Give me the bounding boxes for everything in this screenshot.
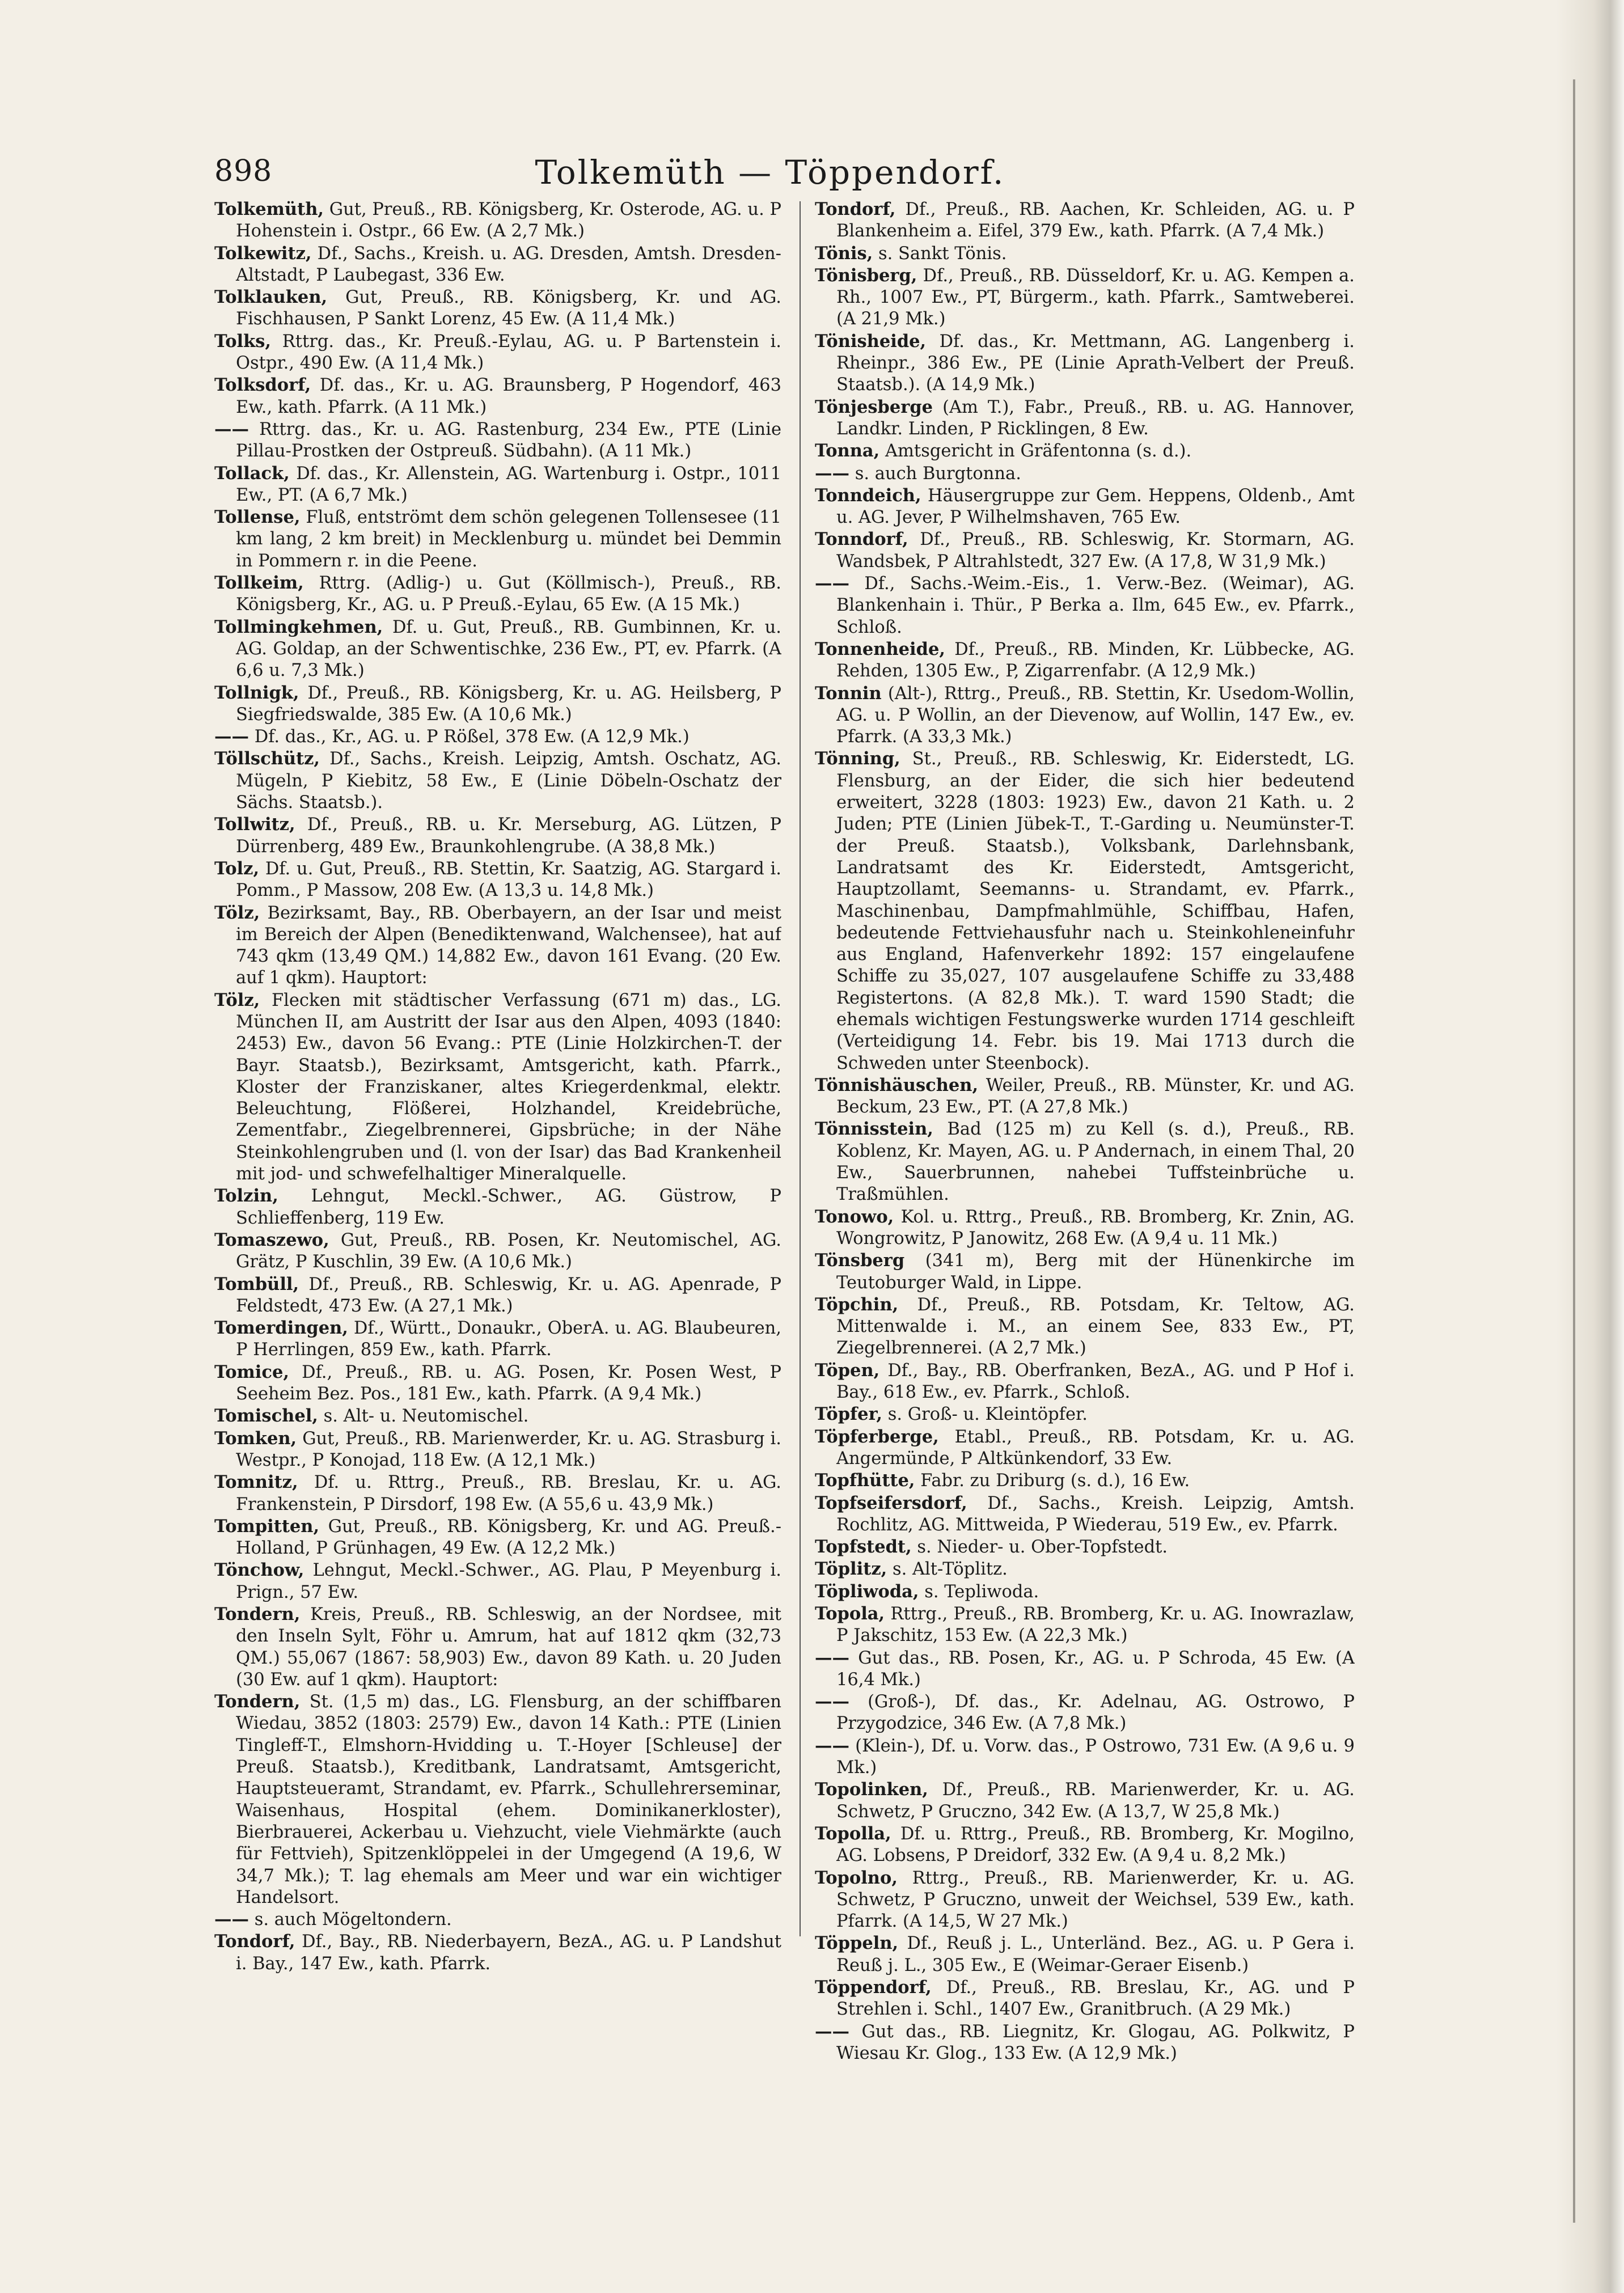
- gazetteer-entry: [815, 638, 1355, 683]
- gazetteer-entry: [815, 1558, 1355, 1580]
- entry-headword: Töpchin,: [815, 1294, 899, 1315]
- gazetteer-entry: [214, 1691, 781, 1909]
- gazetteer-entry: [214, 616, 781, 682]
- gazetteer-entry: [815, 1932, 1355, 1977]
- entry-text: Gut, Preuß., RB. Königsberg, Kr. und AG. Preuß.-Holland, P Grünhagen, 49 Ew. (A 12,2 Mk.): [236, 1516, 781, 1559]
- entry-text: Gut, Preuß., RB. Königsberg, Kr. und AG. Fischhausen, P Sankt Lorenz, 45 Ew. (A 11,4 Mk.): [236, 287, 781, 329]
- entry-text: St. (1,5 m) das., LG. Flensburg, an der schiffbaren Wiedau, 3852 (1803: 2579) Ew., davon 14 Kath.: PTE (Linien Tingleff-T., Elmshorn-Hvidding u. T.-Hoyer [Schleuse] der Preuß. Staatsb.), Kreditbank, Landratsamt, Amtsgericht, Hauptsteueramt, Strandamt, ev. Pfarrk., Schullehrerseminar, Waisenhaus, Hospital (ehem. Dominikanerkloster), Bierbrauerei, Ackerbau u. Viehzucht, viele Viehmärkte (auch für Fettvieh), Spitzenklöppelei in der Umgegend (A 19,6, W 34,7 Mk.); T. lag ehemals am Meer und war ein wichtiger Handelsort.: [236, 1692, 781, 1907]
- gazetteer-entry: [815, 1867, 1355, 1933]
- entry-text: Gut, Preuß., RB. Posen, Kr. Neutomischel, AG. Grätz, P Kuschlin, 39 Ew. (A 10,6 Mk.): [236, 1230, 781, 1272]
- gazetteer-entry: [214, 286, 781, 331]
- entry-text: Df., Sachs., Kreish. u. AG. Dresden, Amtsh. Dresden-Altstadt, P Laubegast, 336 Ew.: [236, 243, 781, 285]
- entry-text: Rttrg., Preuß., RB. Marienwerder, Kr. u. AG. Schwetz, P Gruczno, unweit der Weichsel, 539 Ew., kath. Pfarrk. (A 14,5, W 27 Mk.): [836, 1868, 1355, 1932]
- entry-text: Gut, Preuß., RB. Königsberg, Kr. Osterode, AG. u. P Hohenstein i. Ostpr., 66 Ew. (A 2,7 Mk.): [236, 200, 781, 242]
- entry-headword: Tondern,: [214, 1691, 301, 1712]
- gazetteer-entry: [214, 1471, 781, 1516]
- gazetteer-entry: [214, 1405, 781, 1427]
- entry-headword: ——: [214, 726, 249, 747]
- entry-headword: Tomice,: [214, 1361, 289, 1382]
- entry-text: Kreis, Preuß., RB. Schleswig, an der Nordsee, mit den Inseln Sylt, Föhr u. Amrum, hat auf 1812 qkm (32,73 QM.) 55,067 (1867: 58,903) Ew., davon 89 Kath. u. 20 Juden (30 Ew. auf 1 qkm). Hauptort:: [236, 1605, 781, 1690]
- entry-text: Bezirksamt, Bay., RB. Oberbayern, an der Isar und meist im Bereich der Alpen (Benediktenwand, Walchensee), hat auf 743 qkm (13,49 QM.) 14,882 Ew., davon 161 Evang. (20 Ew. auf 1 qkm). Hauptort:: [236, 903, 781, 988]
- entry-headword: Tolkemüth,: [214, 199, 324, 219]
- gazetteer-entry: [214, 1361, 781, 1406]
- entry-text: Fabr. zu Driburg (s. d.), 16 Ew.: [920, 1471, 1190, 1491]
- gazetteer-entry: [214, 1229, 781, 1274]
- entry-headword: Tönnisstein,: [815, 1119, 933, 1140]
- entry-headword: Töppeln,: [815, 1933, 899, 1954]
- gazetteer-entry: [214, 682, 781, 726]
- entry-headword: Topfstedt,: [815, 1537, 912, 1558]
- gazetteer-entry: [214, 1428, 781, 1472]
- entry-text: (Groß-), Df. das., Kr. Adelnau, AG. Ostrowo, P Przygodzice, 346 Ew. (A 7,8 Mk.): [836, 1692, 1355, 1734]
- gazetteer-entry: [815, 748, 1355, 1074]
- gazetteer-entry: [214, 1274, 781, 1318]
- entry-text: Df., Preuß., RB. Schleswig, Kr. u. AG. Apenrade, P Feldstedt, 473 Ew. (A 27,1 Mk.): [236, 1274, 781, 1316]
- gazetteer-entry: [815, 1470, 1355, 1492]
- gazetteer-entry: [815, 463, 1355, 485]
- gazetteer-entry: [214, 726, 781, 748]
- gazetteer-entry: [214, 572, 781, 616]
- entry-headword: Tönnishäuschen,: [815, 1074, 979, 1095]
- gazetteer-entry: [815, 1250, 1355, 1294]
- gazetteer-entry: [214, 858, 781, 902]
- entry-text: Df. u. Gut, Preuß., RB. Gumbinnen, Kr. u. AG. Goldap, an der Schwentischke, 236 Ew., PT, ev. Pfarrk. (A 6,6 u. 7,3 Mk.): [236, 617, 781, 681]
- gazetteer-entry: [815, 1603, 1355, 1647]
- gazetteer-entry: [815, 528, 1355, 573]
- entry-text: Bad (125 m) zu Kell (s. d.), Preuß., RB. Koblenz, Kr. Mayen, AG. u. P Andernach, in einem Thal, 20 Ew., Sauerbrunnen, nahebei Tuffsteinbrüche u. Traßmühlen.: [836, 1119, 1355, 1205]
- entry-text: Rttrg. (Adlig-) u. Gut (Köllmisch-), Preuß., RB. Königsberg, Kr., AG. u. P Preuß.-Eylau, 65 Ew. (A 15 Mk.): [236, 573, 781, 615]
- entry-text: (341 m), Berg mit der Hünenkirche im Teutoburger Wald, in Lippe.: [836, 1251, 1355, 1293]
- entry-headword: Tonndorf,: [815, 529, 908, 550]
- entry-headword: ——: [815, 1647, 849, 1668]
- entry-headword: Tonnenheide,: [815, 638, 945, 659]
- entry-text: Df., Sachs., Kreish. Leipzig, Amtsh. Oschatz, AG. Mügeln, P Kiebitz, 58 Ew., E (Linie Döbeln-Oschatz der Sächs. Staatsb.).: [236, 749, 781, 813]
- entry-headword: Tölz,: [214, 902, 260, 923]
- entry-text: Df. u. Gut, Preuß., RB. Stettin, Kr. Saatzig, AG. Stargard i. Pomm., P Massow, 208 Ew. (A 13,3 u. 14,8 Mk.): [236, 858, 781, 901]
- entry-text: Df. das., Kr. Mettmann, AG. Langenberg i. Rheinpr., 386 Ew., PE (Linie Aprath-Velbert der Preuß. Staatsb.). (A 14,9 Mk.): [836, 331, 1355, 395]
- gazetteer-entry: [214, 814, 781, 858]
- right-column: [815, 198, 1355, 2200]
- entry-headword: Tollmingkehmen,: [214, 616, 383, 637]
- entry-text: Df., Bay., RB. Niederbayern, BezA., AG. u. P Landshut i. Bay., 147 Ew., kath. Pfarrk.: [236, 1932, 781, 1974]
- entry-headword: Tönisberg,: [815, 265, 917, 286]
- gazetteer-entry: [815, 1206, 1355, 1250]
- entry-headword: Tönjesberge: [815, 396, 933, 417]
- gazetteer-entry: [214, 331, 781, 375]
- entry-text: Flecken mit städtischer Verfassung (671 m) das., LG. München II, am Austritt der Isar aus den Alpen, 4093 (1840: 2453) Ew., davon 56 Evang.: PTE (Linie Holzkirchen-T. der Bayr. Staatsb.), Bezirksamt, Amtsgericht, kath. Pfarrk., Kloster der Franziskaner, altes Kriegerdenkmal, elektr. Beleuchtung, Flößerei, Holzhandel, Kreidebrüche, Zementfabr., Ziegelbrennerei, Gipsbrüche; in der Nähe Steinkohlengruben und (l. von der Isar) das Bad Krankenheil mit jod- und schwefelhaltiger Mineralquelle.: [236, 990, 781, 1184]
- entry-text: Df., Preuß., RB. Breslau, Kr., AG. und P Strehlen i. Schl., 1407 Ew., Granitbruch. (A 29 Mk.): [836, 1978, 1355, 2020]
- entry-headword: Tondern,: [214, 1604, 301, 1624]
- entry-text: Df., Württ., Donaukr., OberA. u. AG. Blaubeuren, P Herrlingen, 859 Ew., kath. Pfarrk.: [236, 1318, 781, 1360]
- entry-text: Df. das., Kr., AG. u. P Rößel, 378 Ew. (A 12,9 Mk.): [254, 727, 690, 747]
- entry-headword: Tolz,: [214, 858, 260, 879]
- entry-text: Df. das., Kr. Allenstein, AG. Wartenburg i. Ostpr., 1011 Ew., PT. (A 6,7 Mk.): [236, 463, 781, 505]
- entry-text: Df., Sachs.-Weim.-Eis., 1. Verw.-Bez. (Weimar), AG. Blankenhain i. Thür., P Berka a. Ilm, 645 Ew., ev. Pfarrk., Schloß.: [836, 574, 1355, 637]
- gazetteer-entry: [815, 1426, 1355, 1470]
- gazetteer-entry: [214, 989, 781, 1186]
- gazetteer-entry: [214, 1909, 781, 1931]
- gazetteer-entry: [815, 683, 1355, 748]
- entry-headword: Tolklauken,: [214, 287, 328, 308]
- page-header: [214, 154, 1326, 194]
- entry-text: Df., Preuß., RB. Potsdam, Kr. Teltow, AG. Mittenwalde i. M., an einem See, 833 Ew., PT, Ziegelbrennerei. (A 2,7 Mk.): [836, 1294, 1355, 1359]
- entry-headword: Tomnitz,: [214, 1472, 298, 1493]
- entry-headword: Tondorf,: [214, 1931, 295, 1952]
- entry-text: s. Sankt Tönis.: [878, 243, 1007, 264]
- entry-headword: Töplitz,: [815, 1559, 887, 1580]
- entry-text: Df., Preuß., RB. Düsseldorf, Kr. u. AG. Kempen a. Rh., 1007 Ew., PT, Bürgerm., kath. Pfarrk., Samtweberei. (A 21,9 Mk.): [836, 265, 1355, 329]
- entry-headword: Tollwitz,: [214, 814, 295, 835]
- entry-headword: Töpferberge,: [815, 1426, 939, 1447]
- entry-text: Df., Preuß., RB. Aachen, Kr. Schleiden, AG. u. P Blankenheim a. Eifel, 379 Ew., kath. Pfarrk. (A 7,4 Mk.): [836, 200, 1355, 242]
- entry-headword: ——: [815, 463, 849, 484]
- entry-headword: ——: [815, 1735, 849, 1756]
- entry-text: s. Groß- u. Kleintöpfer.: [887, 1404, 1088, 1425]
- entry-headword: Topolla,: [815, 1823, 891, 1844]
- entry-headword: Tolks,: [214, 331, 272, 352]
- gazetteer-entry: [815, 485, 1355, 529]
- gazetteer-entry: [214, 463, 781, 507]
- entry-text: Etabl., Preuß., RB. Potsdam, Kr. u. AG. Angermünde, P Altkünkendorf, 33 Ew.: [836, 1427, 1355, 1469]
- entry-headword: ——: [815, 573, 849, 594]
- entry-text: s. Nieder- u. Ober-Topfstedt.: [917, 1537, 1168, 1558]
- entry-headword: Tonndeich,: [815, 485, 921, 506]
- entry-text: St., Preuß., RB. Schleswig, Kr. Eiderstedt, LG. Flensburg, an der Eider, die sich hier bedeutend erweitert, 3228 (1803: 1923) Ew., davon 21 Kath. u. 2 Juden; PTE (Linien Jübek-T., T.-Garding u. Neumünster-T. der Preuß. Staatsb.), Volksbank, Darlehnsbank, Landratsamt des Kr. Eiderstedt, Amtsgericht, Hauptzollamt, Seemanns- u. Strandamt, ev. Pfarrk., Maschinenbau, Dampfmahlmühle, Schiffbau, Hafen, bedeutende Fettviehausfuhr nach u. Steinkohleneinfuhr aus England, Hafenverkehr 1892: 157 eingelaufene Schiffe zu 35,027, 107 ausgelaufene Schiffe zu 33,488 Registertons. (A 82,8 Mk.). T. ward 1590 Stadt; die ehemals wichtigen Festungswerke wurden 1714 geschleift (Verteidigung 14. Febr. bis 19. Mai 1713 durch die Schweden unter Steenbock).: [836, 749, 1355, 1073]
- entry-text: Fluß, entströmt dem schön gelegenen Tollensesee (11 km lang, 2 km breit) in Mecklenburg u. mündet bei Demmin in Pommern r. in die Peene.: [236, 507, 781, 571]
- entry-text: Weiler, Preuß., RB. Münster, Kr. und AG. Beckum, 23 Ew., PT. (A 27,8 Mk.): [836, 1075, 1355, 1118]
- entry-headword: ——: [214, 1909, 249, 1930]
- entry-headword: Tombüll,: [214, 1274, 299, 1294]
- left-column: [214, 198, 781, 2200]
- entry-headword: Tompitten,: [214, 1516, 320, 1537]
- entry-text: (Am T.), Fabr., Preuß., RB. u. AG. Hannover, Landkr. Linden, P Ricklingen, 8 Ew.: [836, 397, 1355, 439]
- entry-text: Gut das., RB. Posen, Kr., AG. u. P Schroda, 45 Ew. (A 16,4 Mk.): [836, 1648, 1355, 1690]
- gazetteer-entry: [815, 1581, 1355, 1603]
- entry-headword: Töpfer,: [815, 1404, 883, 1425]
- entry-text: Df., Bay., RB. Oberfranken, BezA., AG. und P Hof i. Bay., 618 Ew., ev. Pfarrk., Schloß.: [836, 1360, 1355, 1403]
- entry-headword: Tonna,: [815, 441, 880, 462]
- entry-text: Lehngut, Meckl.-Schwer., AG. Plau, P Meyenburg i. Prign., 57 Ew.: [236, 1560, 781, 1602]
- entry-headword: Töppendorf,: [815, 1977, 932, 1998]
- entry-headword: ——: [815, 1691, 849, 1712]
- gazetteer-entry: [815, 1118, 1355, 1205]
- gazetteer-entry: [815, 1294, 1355, 1360]
- gazetteer-entry: [214, 1317, 781, 1361]
- entry-headword: Töllschütz,: [214, 748, 320, 769]
- entry-headword: Tolkewitz,: [214, 243, 312, 264]
- gazetteer-entry: [815, 1536, 1355, 1558]
- entry-text: Df. das., Kr. u. AG. Braunsberg, P Hogendorf, 463 Ew., kath. Pfarrk. (A 11 Mk.): [236, 375, 781, 417]
- entry-headword: Tondorf,: [815, 199, 896, 219]
- gazetteer-entry: [214, 374, 781, 418]
- entry-headword: Tönis,: [815, 243, 873, 264]
- entry-text: Df., Preuß., RB. Minden, Kr. Lübbecke, AG. Rehden, 1305 Ew., P, Zigarrenfabr. (A 12,9 Mk.): [836, 639, 1355, 682]
- gazetteer-entry: [214, 1185, 781, 1229]
- entry-headword: Tonowo,: [815, 1206, 894, 1227]
- gazetteer-entry: [815, 243, 1355, 265]
- entry-text: Df., Preuß., RB. Königsberg, Kr. u. AG. Heilsberg, P Siegfriedswalde, 385 Ew. (A 10,6 Mk.): [236, 683, 781, 725]
- entry-text: s. Tepliwoda.: [924, 1581, 1039, 1602]
- gazetteer-entry: [214, 418, 781, 463]
- entry-headword: Tollnigk,: [214, 682, 299, 703]
- running-head: Tolkemüth — Töppendorf.: [535, 153, 1005, 192]
- entry-headword: Tonnin: [815, 683, 882, 704]
- entry-headword: Tomerdingen,: [214, 1318, 348, 1339]
- entry-headword: Tölz,: [214, 989, 260, 1010]
- gazetteer-entry: [214, 1559, 781, 1604]
- entry-headword: Topfhütte,: [815, 1470, 915, 1491]
- gazetteer-entry: [815, 198, 1355, 243]
- gazetteer-entry: [815, 1735, 1355, 1779]
- entry-headword: ——: [214, 418, 249, 439]
- entry-headword: Tönisheide,: [815, 331, 927, 352]
- entry-headword: Tönchow,: [214, 1560, 304, 1581]
- gazetteer-entry: [214, 506, 781, 572]
- entry-headword: Tönsberg: [815, 1250, 905, 1271]
- entry-headword: Tolzin,: [214, 1186, 278, 1207]
- gazetteer-entry: [815, 1691, 1355, 1735]
- entry-text: Df., Reuß j. L., Unterländ. Bez., AG. u. P Gera i. Reuß j. L., 305 Ew., E (Weimar-Geraer Eisenb.): [836, 1934, 1355, 1975]
- gazetteer-entry: [815, 396, 1355, 441]
- entry-text: Amtsgericht in Gräfentonna (s. d.).: [885, 441, 1192, 462]
- entry-headword: Topolno,: [815, 1867, 898, 1888]
- entry-text: Rttrg. das., Kr. u. AG. Rastenburg, 234 Ew., PTE (Linie Pillau-Prostken der Ostpreuß. Südbahn). (A 11 Mk.): [236, 419, 781, 462]
- entry-text: Häusergruppe zur Gem. Heppens, Oldenb., Amt u. AG. Jever, P Wilhelmshaven, 765 Ew.: [836, 485, 1355, 528]
- gazetteer-entry: [214, 1931, 781, 1975]
- gazetteer-entry: [214, 902, 781, 989]
- gazetteer-entry: [815, 1823, 1355, 1867]
- entry-text: Df., Preuß., RB. u. AG. Posen, Kr. Posen West, P Seeheim Bez. Pos., 181 Ew., kath. Pfarrk. (A 9,4 Mk.): [236, 1362, 781, 1404]
- entry-text: Df., Preuß., RB. Marienwerder, Kr. u. AG. Schwetz, P Gruczno, 342 Ew. (A 13,7, W 25,8 Mk.): [836, 1780, 1355, 1822]
- gazetteer-entry: [815, 573, 1355, 638]
- entry-text: Rttrg., Preuß., RB. Bromberg, Kr. u. AG. Inowrazlaw, P Jakschitz, 153 Ew. (A 22,3 Mk.): [836, 1604, 1355, 1646]
- entry-headword: Topolinken,: [815, 1779, 928, 1800]
- gazetteer-entry: [815, 1977, 1355, 2021]
- entry-headword: Tollense,: [214, 507, 301, 528]
- gazetteer-entry: [815, 1647, 1355, 1691]
- entry-headword: Tollkeim,: [214, 573, 304, 594]
- gazetteer-entry: [214, 198, 781, 243]
- gazetteer-entry: [214, 1516, 781, 1560]
- column-divider: [800, 201, 801, 1936]
- gazetteer-entry: [815, 1074, 1355, 1119]
- entry-headword: Topola,: [815, 1604, 885, 1624]
- entry-text: s. auch Burgtonna.: [855, 463, 1021, 484]
- gazetteer-entry: [815, 1492, 1355, 1537]
- gazetteer-entry: [815, 265, 1355, 331]
- entry-text: (Alt-), Rttrg., Preuß., RB. Stettin, Kr. Usedom-Wollin, AG. u. P Wollin, an der Dievenow, auf Wollin, 147 Ew., ev. Pfarrk. (A 33,3 Mk.): [836, 683, 1355, 747]
- entry-text: (Klein-), Df. u. Vorw. das., P Ostrowo, 731 Ew. (A 9,6 u. 9 Mk.): [836, 1736, 1355, 1778]
- entry-headword: Tolksdorf,: [214, 375, 311, 396]
- gazetteer-entry: [214, 1604, 781, 1691]
- entry-text: Lehngut, Meckl.-Schwer., AG. Güstrow, P Schlieffenberg, 119 Ew.: [236, 1186, 781, 1228]
- gazetteer-entry: [815, 331, 1355, 396]
- entry-headword: Tollack,: [214, 463, 290, 484]
- entry-text: s. auch Mögeltondern.: [254, 1910, 452, 1930]
- entry-headword: Topfseifersdorf,: [815, 1492, 967, 1513]
- entry-text: Kol. u. Rttrg., Preuß., RB. Bromberg, Kr. Znin, AG. Wongrowitz, P Janowitz, 268 Ew. (A 9,4 u. 11 Mk.): [836, 1207, 1355, 1249]
- entry-text: Df., Sachs., Kreish. Leipzig, Amtsh. Rochlitz, AG. Mittweida, P Wiederau, 519 Ew., ev. Pfarrk.: [836, 1493, 1355, 1535]
- gazetteer-entry: [815, 1360, 1355, 1404]
- gazetteer-entry: [214, 243, 781, 287]
- entry-headword: Tomischel,: [214, 1406, 318, 1427]
- gazetteer-entry: [815, 440, 1355, 462]
- entry-headword: ——: [815, 2021, 849, 2042]
- entry-headword: Tomaszewo,: [214, 1229, 329, 1250]
- entry-text: Gut das., RB. Liegnitz, Kr. Glogau, AG. Polkwitz, P Wiesau Kr. Glog., 133 Ew. (A 12,9 Mk.): [836, 2021, 1355, 2063]
- entry-text: Df. u. Rttrg., Preuß., RB. Breslau, Kr. u. AG. Frankenstein, P Dirsdorf, 198 Ew. (A 55,6 u. 43,9 Mk.): [236, 1473, 781, 1514]
- entry-text: s. Alt- u. Neutomischel.: [323, 1406, 529, 1427]
- entry-headword: Tönning,: [815, 748, 900, 769]
- gazetteer-entry: [815, 1403, 1355, 1425]
- entry-text: Rttrg. das., Kr. Preuß.-Eylau, AG. u. P Bartenstein i. Ostpr., 490 Ew. (A 11,4 Mk.): [236, 331, 781, 374]
- entry-headword: Tomken,: [214, 1428, 297, 1449]
- entry-text: Df., Preuß., RB. Schleswig, Kr. Stormarn, AG. Wandsbek, P Altrahlstedt, 327 Ew. (A 17,8, W 31,9 Mk.): [836, 530, 1355, 572]
- gazetteer-entry: [815, 2021, 1355, 2065]
- entry-text: Df., Preuß., RB. u. Kr. Merseburg, AG. Lützen, P Dürrenberg, 489 Ew., Braunkohlengrube. (A 38,8 Mk.): [236, 815, 781, 857]
- page-number: 898: [214, 154, 273, 188]
- gazetteer-entry: [815, 1779, 1355, 1823]
- entry-headword: Töpliwoda,: [815, 1581, 919, 1602]
- entry-text: s. Alt-Töplitz.: [892, 1559, 1008, 1580]
- page-edge-line: [1573, 79, 1575, 2223]
- entry-text: Gut, Preuß., RB. Marienwerder, Kr. u. AG. Strasburg i. Westpr., P Konojad, 118 Ew. (A 12,1 Mk.): [236, 1428, 781, 1470]
- entry-headword: Töpen,: [815, 1360, 880, 1381]
- gazetteer-entry: [214, 748, 781, 814]
- entry-text: Df. u. Rttrg., Preuß., RB. Bromberg, Kr. Mogilno, AG. Lobsens, P Dreidorf, 332 Ew. (A 9,4 u. 8,2 Mk.): [836, 1824, 1355, 1866]
- page-edge-shadow: [1556, 0, 1624, 2293]
